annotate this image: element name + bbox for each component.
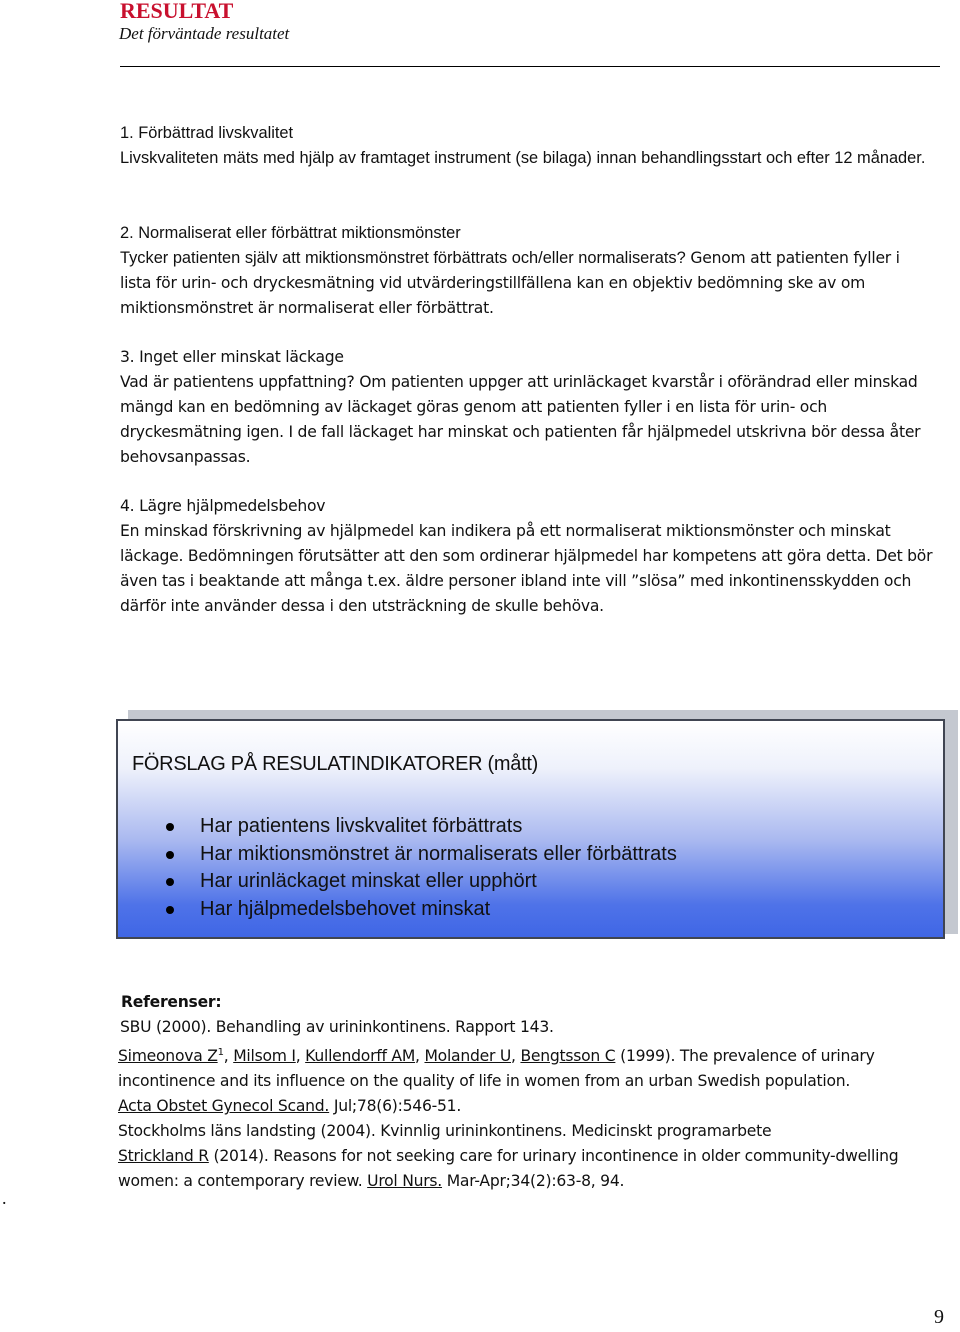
- indicator-box: [116, 719, 945, 939]
- author-link[interactable]: Molander U: [424, 1047, 512, 1066]
- reference-strickland: Strickland R (2014). Reasons for not seeking care for urinary incontinence in older community-dwelling women: a contemporary review. Urol Nurs. Mar-Apr;34(2):63-8, 94.: [118, 1147, 899, 1191]
- author-link[interactable]: Bengtsson C: [520, 1047, 616, 1066]
- title-divider: [120, 66, 940, 67]
- references: [118, 990, 948, 1194]
- stray-dot: .: [2, 1188, 7, 1208]
- bullet-icon: [166, 851, 174, 859]
- section-1-heading: 1. Förbättrad livskvalitet: [120, 124, 294, 142]
- section-1: [120, 121, 935, 171]
- indicator-item: Har urinläckaget minskat eller upphört: [162, 868, 677, 896]
- section-1-text: Livskvaliteten mäts med hjälp av framtaget instrument (se bilaga) innan behandlingsstart och efter 12 månader.: [120, 149, 926, 167]
- page-number: 9: [934, 1306, 944, 1328]
- journal-link[interactable]: Acta Obstet Gynecol Scand.: [118, 1097, 330, 1116]
- indicator-item: Har hjälpmedelsbehovet minskat: [162, 896, 677, 924]
- indicator-box-title: FÖRSLAG PÅ RESULATINDIKATORER (mått): [132, 753, 538, 775]
- indicator-item: Har miktionsmönstret är normaliserats eller förbättrats: [162, 841, 677, 869]
- reference-stockholm: Stockholms läns landsting (2004). Kvinnlig urininkontinens. Medicinskt programarbete: [118, 1122, 772, 1141]
- reference-simeonova: Simeonova $Z^1$, Milsom I, Kullendorff AM, Molander U, Bengtsson C (1999). The prevalence of urinary incontinence and its influence on the quality of life in women from an urban Swedish population. Acta Obstet Gynecol Scand. Jul;78(6):546-51.: [118, 1047, 875, 1116]
- section-3-text: Om patienten uppger att urinläckaget kvarstår i oförändrad eller minskad mängd kan en bedömning av läckaget göras genom att patienten fyller i en lista för urin- och dryckesmätning igen. I de fall läckaget har minskat och patienten får hjälpmedel utskrivna bör dessa åter behovsanpassas.: [120, 373, 921, 466]
- indicator-list: [162, 813, 677, 923]
- section-2: [120, 221, 935, 321]
- section-3: [120, 345, 935, 470]
- reference-sbu: SBU (2000). Behandling av urininkontinens. Rapport 143.: [120, 1018, 554, 1036]
- page-title: RESULTAT: [120, 0, 234, 23]
- author-link[interactable]: Strickland R: [118, 1147, 209, 1166]
- section-2-lead: Tycker patienten själv att miktionsmönstret förbättrats och/eller normaliserats?: [120, 249, 686, 267]
- section-3-heading: 3. Inget eller minskat läckage: [120, 348, 344, 366]
- section-2-heading: 2. Normaliserat eller förbättrat miktionsmönster: [120, 224, 461, 242]
- section-2-text: Genom att patienten fyller i lista för urin- och dryckesmätning vid utvärderingstillfällena kan en objektiv bedömning ske av om miktionsmönstret är normaliserat eller förbättrat.: [120, 249, 900, 317]
- author-link[interactable]: Simeonova Z: [118, 1047, 218, 1066]
- section-4-heading: 4. Lägre hjälpmedelsbehov: [120, 497, 326, 515]
- bullet-icon: [166, 878, 174, 886]
- author-link[interactable]: Kullendorff AM: [305, 1047, 416, 1066]
- references-heading: Referenser:: [121, 993, 222, 1011]
- section-4: [120, 494, 935, 619]
- section-3-lead: Vad är patientens uppfattning?: [120, 373, 355, 391]
- author-link[interactable]: Milsom I: [233, 1047, 296, 1066]
- page-subtitle: Det förväntade resultatet: [119, 24, 290, 43]
- journal-link[interactable]: Urol Nurs.: [367, 1172, 443, 1191]
- bullet-icon: [166, 906, 174, 914]
- bullet-icon: [166, 823, 174, 831]
- indicator-item: Har patientens livskvalitet förbättrats: [162, 813, 677, 841]
- section-4-text: En minskad förskrivning av hjälpmedel kan indikera på ett normaliserat miktionsmönster och minskat läckage. Bedömningen förutsätter att den som ordinerar hjälpmedel har kompetens att göra detta. Det bör även tas i beaktande att många t.ex. äldre personer ibland inte vill ”slösa” med inkontinensskydden och därför inte använder dessa i den utsträckning de skulle behöva.: [120, 522, 933, 615]
